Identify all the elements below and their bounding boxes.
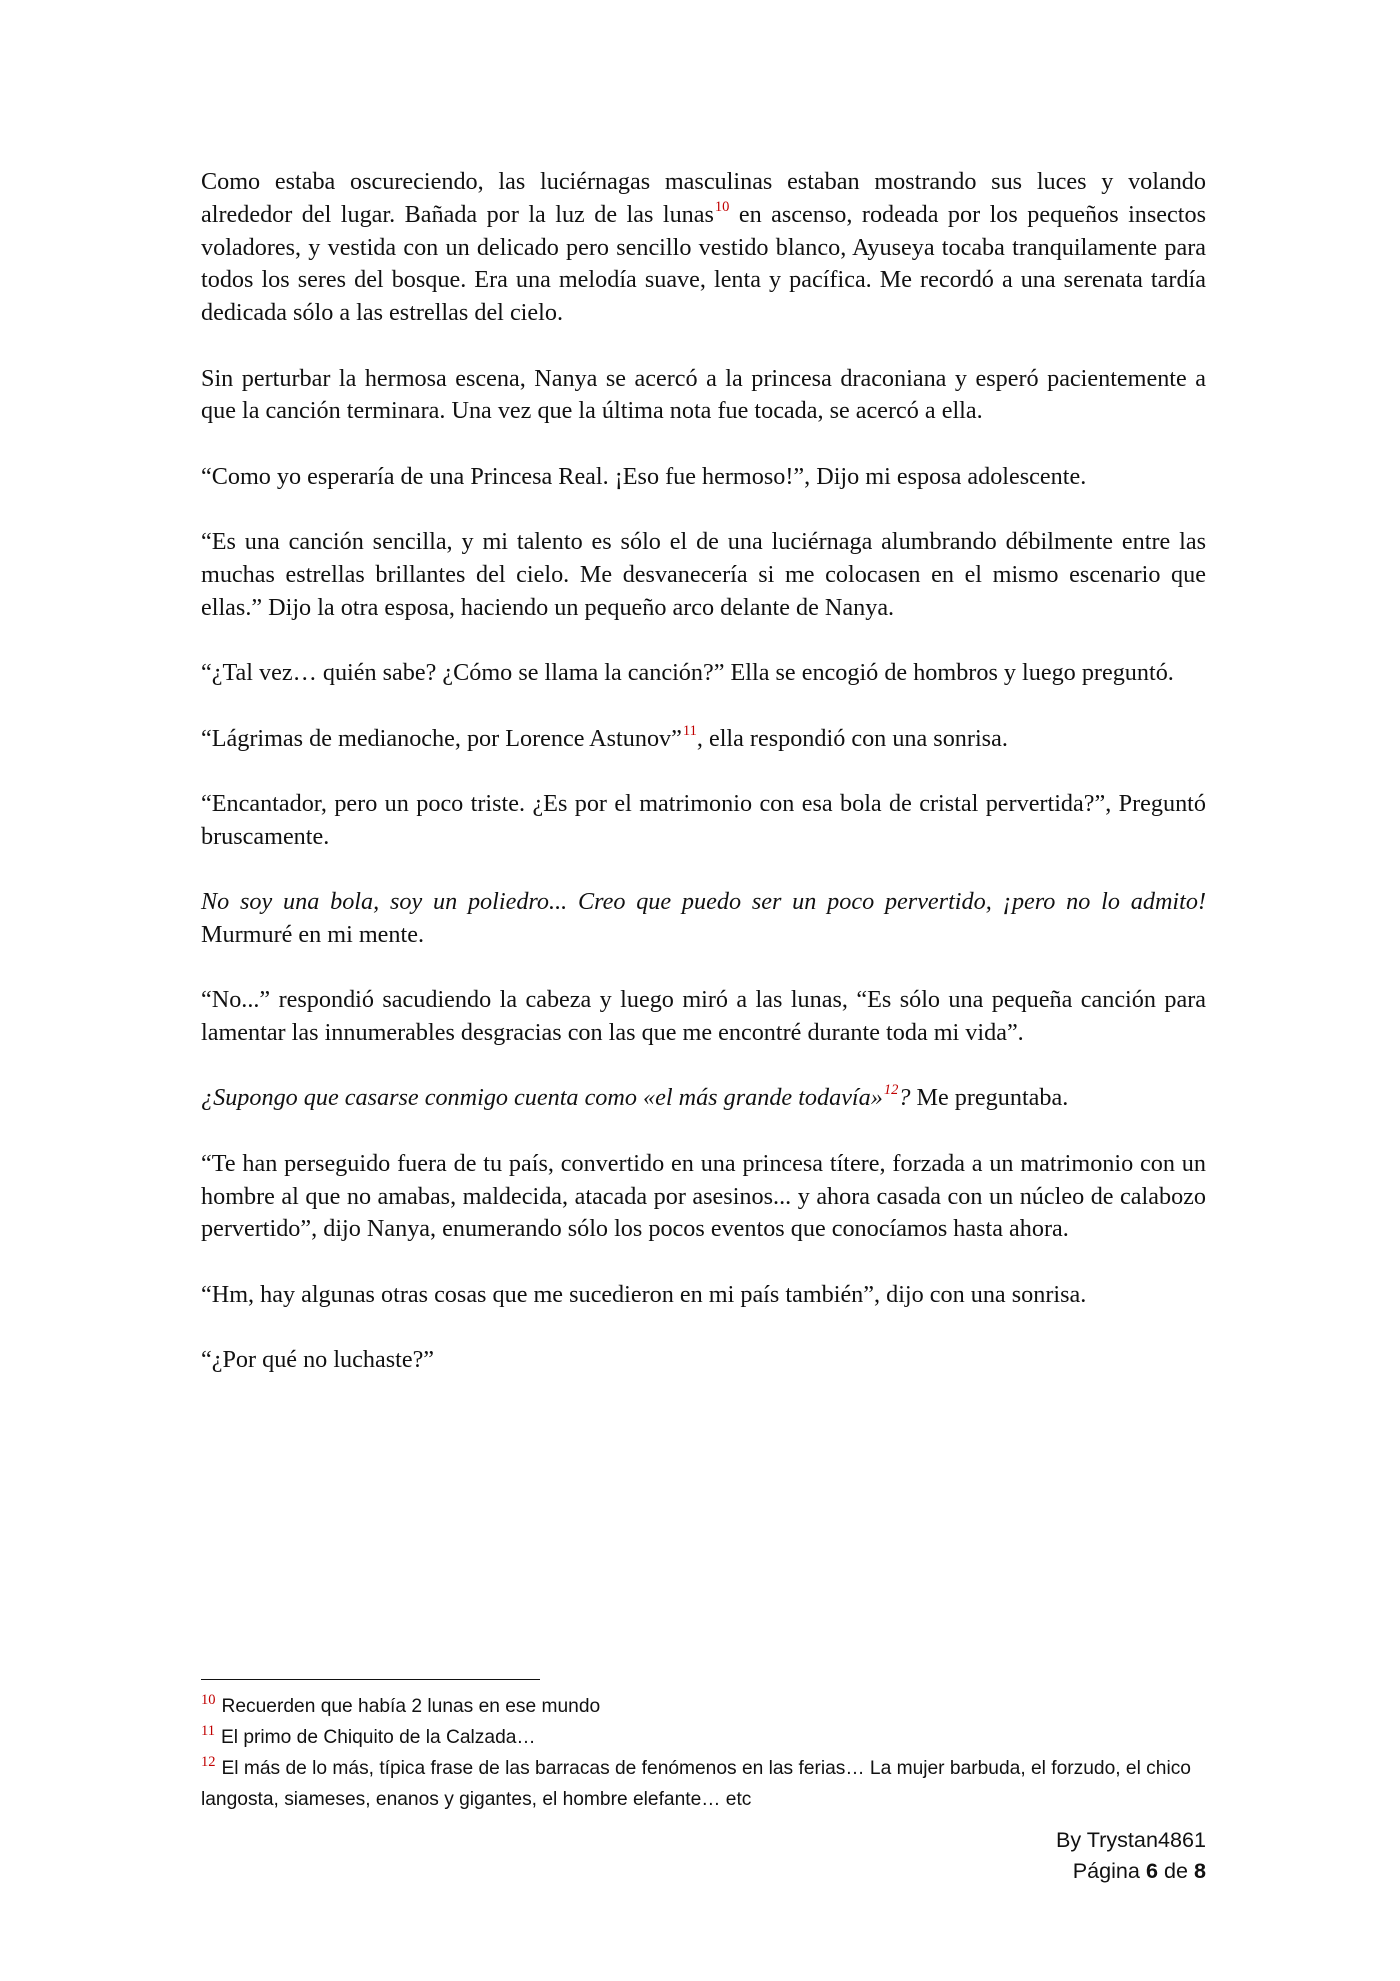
paragraph: “Encantador, pero un poco triste. ¿Es por el matrimonio con esa bola de cristal pervertida?”, Preguntó bruscamente. — [201, 789, 1206, 850]
footnote-number: 11 — [201, 1723, 215, 1739]
paragraph: “Lágrimas de medianoche, por Lorence Astunov”$^{11}$, ella respondió con una sonrisa. — [201, 722, 1008, 752]
paragraph: ¿Supongo que casarse conmigo cuenta como «el más grande todavía»$^{12}$? Me preguntaba. — [201, 1082, 1069, 1112]
paragraph: No soy una bola, soy un poliedro... Creo que puedo ser un poco pervertido, ¡pero no lo admito! Murmuré en mi mente. — [201, 888, 1206, 948]
footnote: $^{11}$ El primo de Chiquito de la Calzada… — [201, 1723, 536, 1748]
paragraph: Sin perturbar la hermosa escena, Nanya se acercó a la princesa draconiana y esperó pacientemente a que la canción terminara. Una vez que la última nota fue tocada, se acercó a ella. — [201, 364, 1206, 425]
inner-thought: ¿Supongo que casarse conmigo cuenta como «el más grande todavía» — [201, 1084, 883, 1112]
document-body — [201, 166, 1206, 1377]
footnote-reference[interactable]: 12 — [883, 1082, 899, 1099]
paragraph: “Como yo esperaría de una Princesa Real. ¡Eso fue hermoso!”, Dijo mi esposa adolescente. — [201, 462, 1087, 490]
footnotes — [201, 1691, 1206, 1815]
paragraph: “Es una canción sencilla, y mi talento es sólo el de una luciérnaga alumbrando débilmente entre las muchas estrellas brillantes del cielo. Me desvanecería si me colocasen en el mismo escenario que ellas.” Dijo la otra esposa, haciendo un pequeño arco delante de Nanya. — [201, 528, 1206, 621]
paragraph: “¿Por qué no luchaste?” — [201, 1346, 435, 1374]
page-number: Página 6 de 8 — [1072, 1858, 1206, 1883]
footnote: $^{12}$ El más de lo más, típica frase de las barracas de fenómenos en las ferias… La mujer barbuda, el forzudo, el chico langosta, siameses, enanos y gigantes, el hombre elefante… etc — [201, 1754, 1191, 1810]
footnote: $^{10}$ Recuerden que había 2 lunas en ese mundo — [201, 1692, 601, 1717]
paragraph: “¿Tal vez… quién sabe? ¿Cómo se llama la canción?” Ella se encogió de hombros y luego preguntó. — [201, 659, 1174, 687]
paragraph: “No...” respondió sacudiendo la cabeza y luego miró a las lunas, “Es sólo una pequeña canción para lamentar las innumerables desgracias con las que me encontré durante toda mi vida”. — [201, 986, 1206, 1047]
paragraph: “Hm, hay algunas otras cosas que me sucedieron en mi país también”, dijo con una sonrisa. — [201, 1280, 1087, 1308]
footnote-number: 10 — [201, 1692, 216, 1708]
footnote-reference[interactable]: 11 — [682, 722, 697, 739]
footnote-separator — [201, 1679, 540, 1680]
inner-thought: No soy una bola, soy un poliedro... Creo que puedo ser un poco pervertido, ¡pero no lo admito! — [201, 888, 1206, 916]
author-credit: By Trystan4861 — [1055, 1827, 1206, 1852]
page-footer — [1056, 1824, 1206, 1886]
paragraph: Como estaba oscureciendo, las luciérnagas masculinas estaban mostrando sus luces y volando alrededor del lugar. Bañada por la luz de las lunas$^{10}$ en ascenso, rodeada por los pequeños insectos voladores, y vestida con un delicado pero sencillo vestido blanco, Ayuseya tocaba tranquilamente para todos los seres del bosque. Era una melodía suave, lenta y pacífica. Me recordó a una serenata tardía dedicada sólo a las estrellas del cielo. — [201, 168, 1206, 327]
paragraph: “Te han perseguido fuera de tu país, convertido en una princesa títere, forzada a un matrimonio con un hombre al que no amabas, maldecida, atacada por asesinos... y ahora casada con un núcleo de calabozo pervertido”, dijo Nanya, enumerando sólo los pocos eventos que conocíamos hasta ahora. — [201, 1149, 1206, 1243]
footnote-number: 12 — [201, 1754, 216, 1770]
footnote-reference[interactable]: 10 — [714, 198, 730, 215]
